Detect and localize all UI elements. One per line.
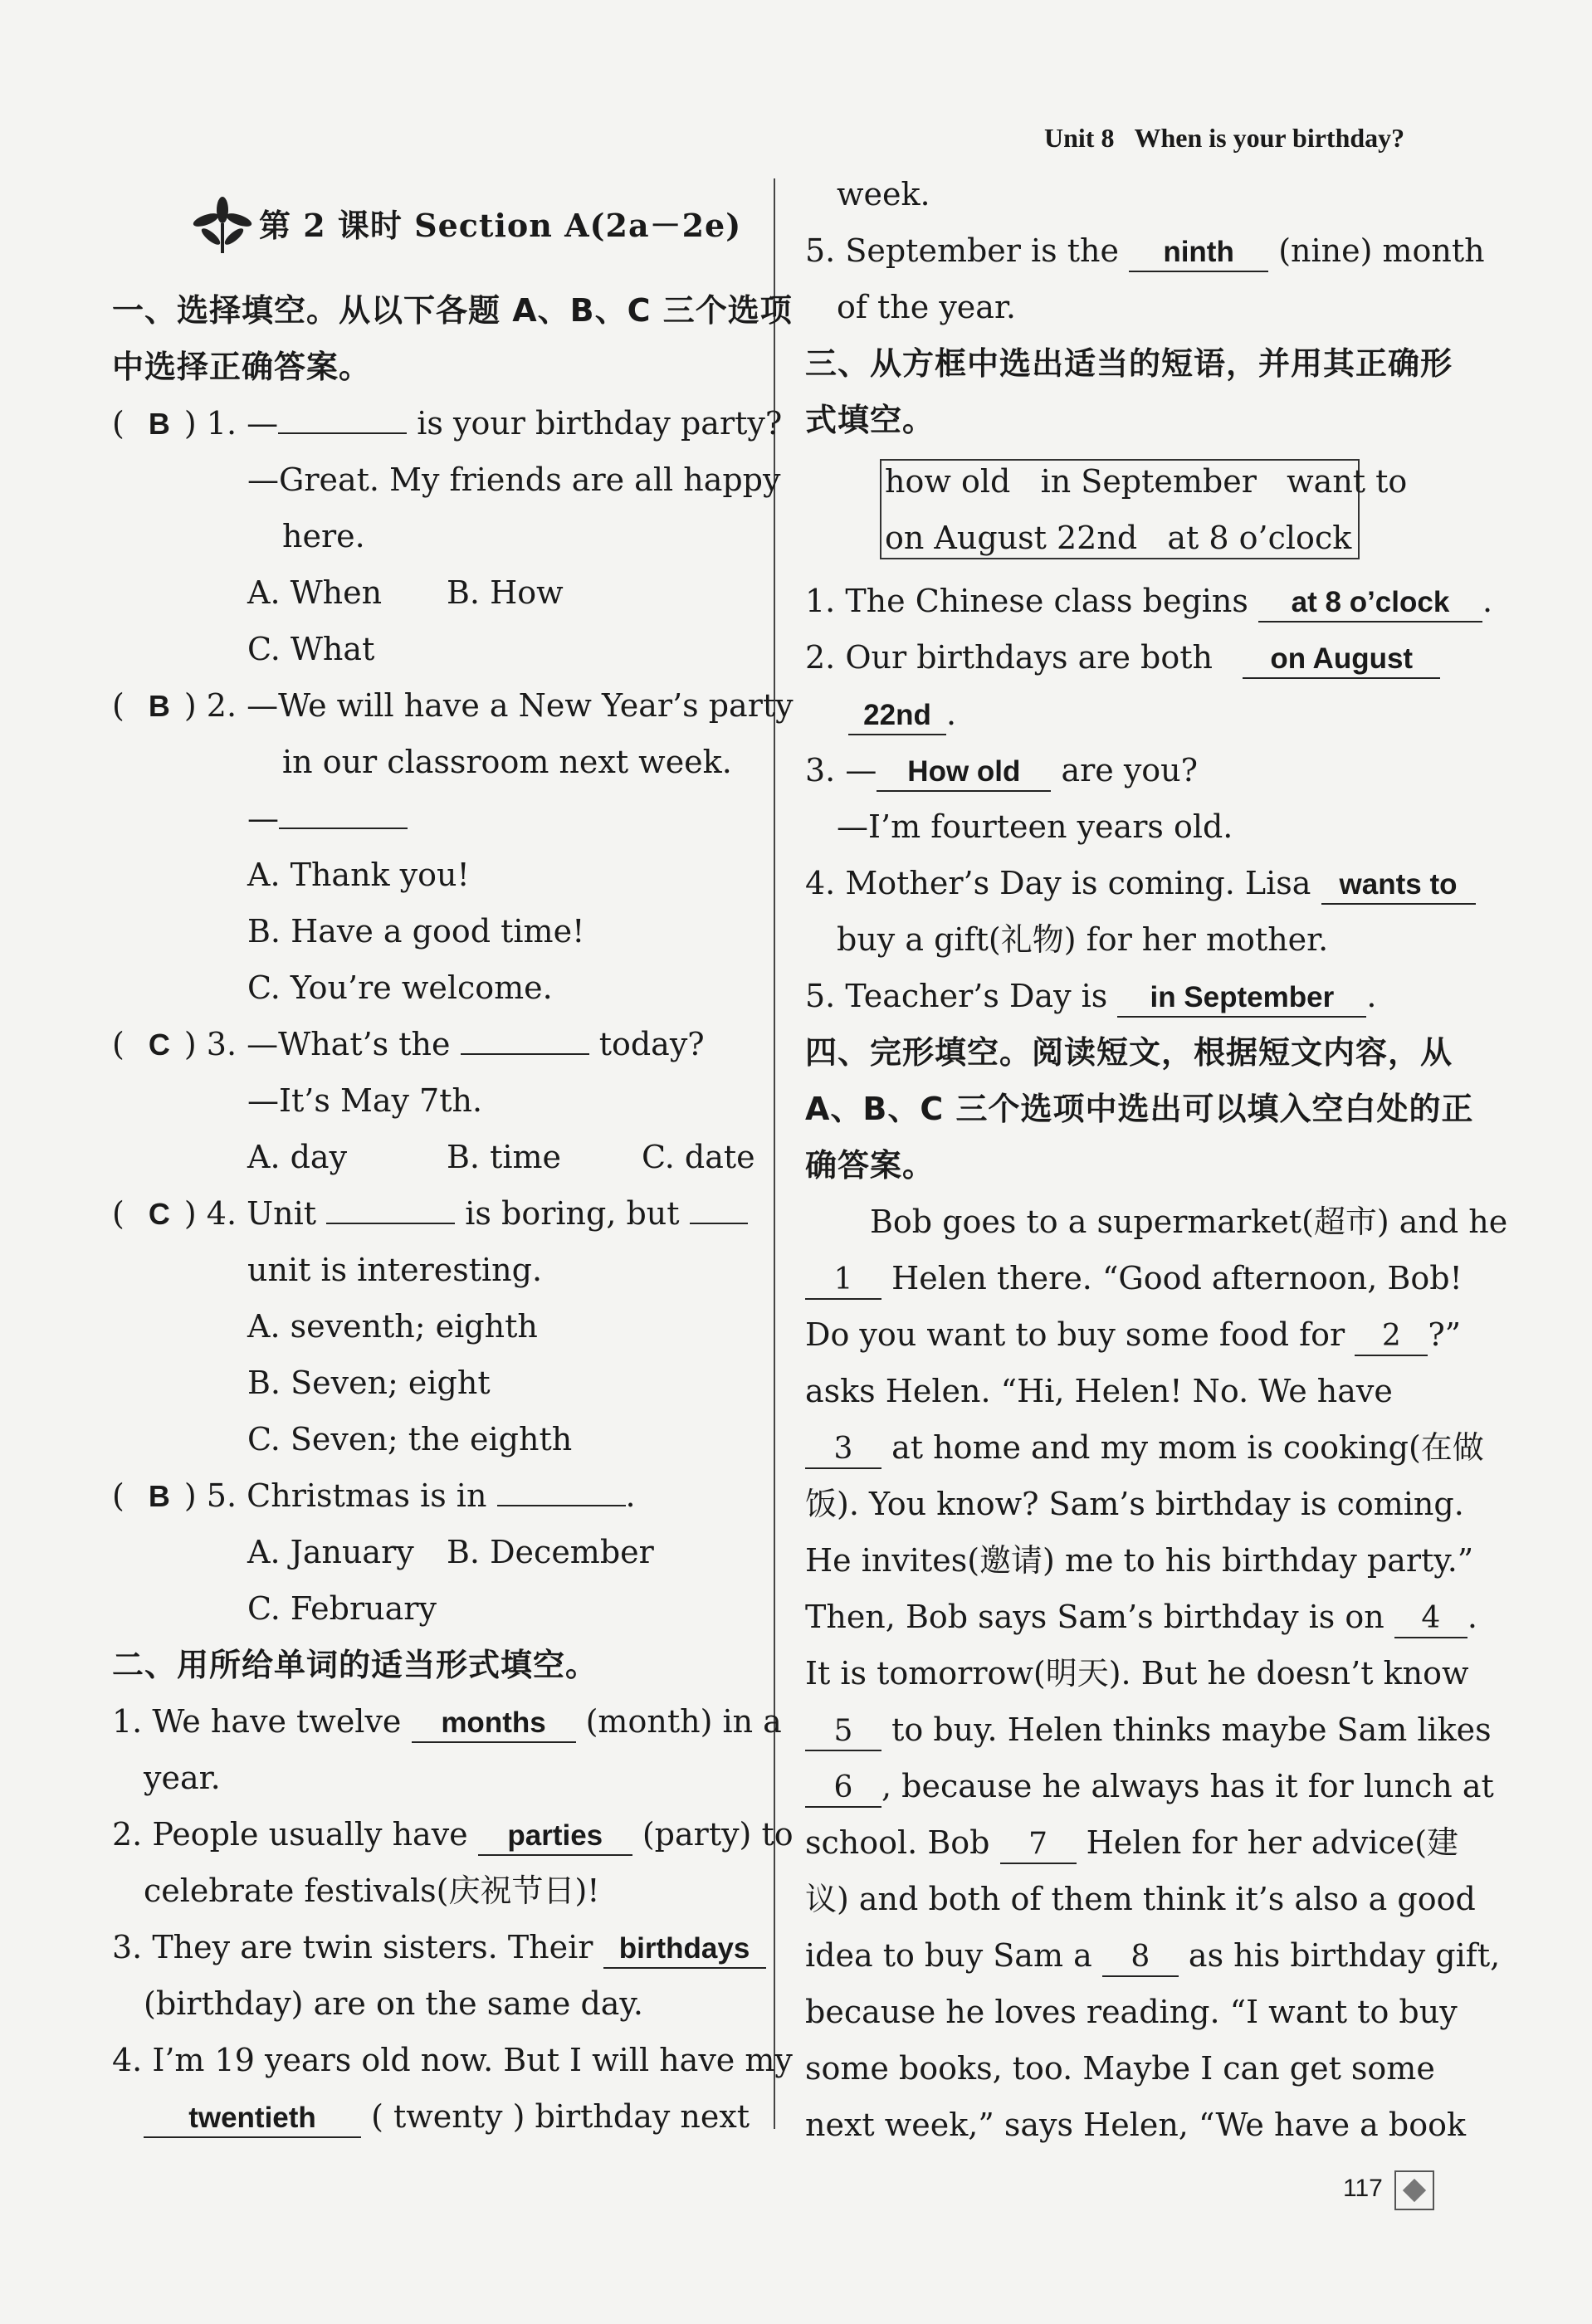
cloze-blank-5: 5 bbox=[805, 1713, 881, 1751]
passage-line-17: next week,” says Helen, “We have a book bbox=[805, 2107, 1466, 2143]
answer-parties: parties bbox=[478, 1818, 632, 1856]
q2-option-a: A. Thank you! bbox=[247, 857, 470, 893]
passage-line-13: 议) and both of them think it’s also a good bbox=[805, 1881, 1476, 1917]
answer-2: B bbox=[148, 689, 170, 723]
lesson-title: 第 2 课时 Section A(2a－2e) bbox=[259, 207, 742, 244]
q3-response: —It’s May 7th. bbox=[247, 1082, 483, 1119]
flower-icon bbox=[193, 195, 252, 255]
part3-item-2: 2. Our birthdays are both on August bbox=[805, 629, 1440, 686]
part2-item-5: 5. September is the ninth (nine) month bbox=[805, 222, 1485, 279]
q4-line-2: unit is interesting. bbox=[247, 1252, 543, 1288]
page-number: 117 bbox=[1343, 2175, 1383, 2202]
answer-at-8: at 8 o’clock bbox=[1258, 584, 1482, 622]
cloze-blank-6: 6 bbox=[805, 1770, 881, 1808]
answer-on-august: on August bbox=[1243, 641, 1440, 679]
question-4: ( C ) 4. Unit is boring, but bbox=[112, 1185, 748, 1243]
part2-item-4-line3: week. bbox=[837, 176, 930, 212]
passage-line-7: He invites(邀请) me to his birthday party.” bbox=[805, 1542, 1474, 1579]
word-box-row-1: how old in September want to bbox=[885, 463, 1408, 500]
cloze-blank-1: 1 bbox=[805, 1262, 881, 1300]
part3-heading: 三、从方框中选出适当的短语，并用其正确形 bbox=[805, 345, 1453, 382]
q5-option-b: B. December bbox=[447, 1534, 654, 1570]
part3-item-3: 3. — How old are you? bbox=[805, 742, 1198, 798]
q1-option-c: C. What bbox=[247, 631, 375, 667]
question-2: ( B ) 2. —We will have a New Year’s party bbox=[112, 677, 794, 735]
cloze-blank-2: 2 bbox=[1355, 1318, 1428, 1356]
question-1: ( B ) 1. — is your birthday party? bbox=[112, 395, 782, 452]
header-unit: Unit 8 bbox=[1044, 123, 1115, 153]
part3-item-4: 4. Mother’s Day is coming. Lisa wants to bbox=[805, 855, 1476, 911]
passage-line-15: because he loves reading. “I want to buy bbox=[805, 1994, 1458, 2030]
q2-line-3: — bbox=[247, 790, 408, 847]
part3-item-5: 5. Teacher’s Day is in September . bbox=[805, 968, 1376, 1024]
part4-heading: 四、完形填空。阅读短文，根据短文内容，从 bbox=[805, 1034, 1453, 1071]
q2-line-2: in our classroom next week. bbox=[282, 744, 732, 780]
running-header bbox=[1044, 123, 1404, 154]
part4-heading-2: A、B、C 三个选项中选出可以填入空白处的正 bbox=[805, 1091, 1474, 1127]
q1-response: —Great. My friends are all happy bbox=[247, 461, 781, 498]
answer-ninth: ninth bbox=[1129, 234, 1268, 272]
passage-line-3: Do you want to buy some food for 2 ?” bbox=[805, 1306, 1461, 1363]
blank bbox=[461, 1017, 589, 1055]
header-title: When is your birthday? bbox=[1134, 123, 1405, 153]
part2-item-2-line2: celebrate festivals(庆祝节日)! bbox=[144, 1872, 600, 1909]
answer-birthdays: birthdays bbox=[603, 1931, 766, 1969]
cloze-blank-8: 8 bbox=[1102, 1939, 1179, 1977]
part3-item-3-line2: —I’m fourteen years old. bbox=[837, 808, 1233, 845]
q5-option-a: A. January bbox=[247, 1534, 414, 1570]
part2-item-5-line2: of the year. bbox=[837, 289, 1017, 325]
q2-option-b: B. Have a good time! bbox=[247, 913, 585, 950]
answer-twentieth: twentieth bbox=[144, 2100, 361, 2138]
question-5: ( B ) 5. Christmas is in . bbox=[112, 1467, 636, 1525]
passage-line-6: 饭). You know? Sam’s birthday is coming. bbox=[805, 1486, 1464, 1522]
part2-item-1: 1. We have twelve months (month) in a bbox=[112, 1693, 782, 1750]
part3-item-1: 1. The Chinese class begins at 8 o’clock . bbox=[805, 573, 1492, 629]
q2-option-c: C. You’re welcome. bbox=[247, 969, 553, 1006]
answer-wants-to: wants to bbox=[1321, 867, 1476, 905]
blank bbox=[497, 1468, 626, 1506]
part1-heading-2: 中选择正确答案。 bbox=[112, 349, 372, 385]
part4-heading-3: 确答案。 bbox=[805, 1147, 935, 1184]
q1-option-b: B. How bbox=[447, 574, 564, 611]
blank bbox=[279, 791, 408, 829]
part2-item-4: 4. I’m 19 years old now. But I will have my bbox=[112, 2042, 793, 2078]
part2-heading: 二、用所给单词的适当形式填空。 bbox=[112, 1647, 598, 1683]
q1-response-2: here. bbox=[282, 518, 365, 554]
passage-line-12: school. Bob 7 Helen for her advice(建 bbox=[805, 1814, 1458, 1871]
passage-line-16: some books, too. Maybe I can get some bbox=[805, 2050, 1435, 2087]
word-box-row-2: on August 22nd at 8 o’clock bbox=[885, 520, 1352, 556]
passage-line-8: Then, Bob says Sam’s birthday is on 4 . bbox=[805, 1589, 1477, 1645]
answer-in-september: in September bbox=[1117, 979, 1366, 1018]
part2-item-4-line2: twentieth ( twenty ) birthday next bbox=[144, 2088, 750, 2145]
part1-heading: 一、选择填空。从以下各题 A、B、C 三个选项 bbox=[112, 292, 793, 329]
passage-line-10: 5 to buy. Helen thinks maybe Sam likes bbox=[805, 1702, 1492, 1758]
q4-option-b: B. Seven; eight bbox=[247, 1365, 491, 1401]
answer-4: C bbox=[148, 1197, 170, 1231]
passage-line-14: idea to buy Sam a 8 as his birthday gift, bbox=[805, 1927, 1500, 1984]
passage-line-11: 6 , because he always has it for lunch at bbox=[805, 1758, 1494, 1814]
part3-item-4-line2: buy a gift(礼物) for her mother. bbox=[837, 921, 1329, 958]
passage-line-2: 1 Helen there. “Good afternoon, Bob! bbox=[805, 1250, 1463, 1306]
passage-line-1: Bob goes to a supermarket(超市) and he bbox=[870, 1204, 1508, 1240]
q5-option-c: C. February bbox=[247, 1590, 437, 1627]
q3-option-b: B. time bbox=[447, 1139, 562, 1175]
answer-5: B bbox=[148, 1479, 170, 1513]
part3-heading-2: 式填空。 bbox=[805, 402, 935, 438]
answer-22nd: 22nd bbox=[848, 697, 946, 735]
passage-line-9: It is tomorrow(明天). But he doesn’t know bbox=[805, 1655, 1469, 1692]
part2-item-2: 2. People usually have parties (party) to bbox=[112, 1806, 794, 1863]
blank bbox=[326, 1186, 455, 1224]
answer-3: C bbox=[148, 1028, 170, 1062]
answer-how-old: How old bbox=[877, 754, 1051, 792]
blank bbox=[690, 1186, 748, 1224]
cloze-blank-7: 7 bbox=[1000, 1826, 1077, 1864]
passage-line-4: asks Helen. “Hi, Helen! No. We have bbox=[805, 1373, 1393, 1409]
passage-line-5: 3 at home and my mom is cooking(在做 bbox=[805, 1419, 1484, 1476]
cloze-blank-3: 3 bbox=[805, 1431, 881, 1469]
answer-months: months bbox=[412, 1705, 576, 1743]
diamond-icon bbox=[1394, 2170, 1434, 2210]
part2-item-1-line2: year. bbox=[144, 1760, 221, 1796]
q4-option-a: A. seventh; eighth bbox=[247, 1308, 538, 1345]
q4-option-c: C. Seven; the eighth bbox=[247, 1421, 573, 1457]
answer-1: B bbox=[148, 407, 170, 441]
q3-option-c: C. date bbox=[642, 1139, 755, 1175]
q1-option-a: A. When bbox=[247, 574, 383, 611]
question-3: ( C ) 3. —What’s the today? bbox=[112, 1016, 705, 1073]
part3-item-2-line2: 22nd . bbox=[848, 686, 956, 742]
part2-item-3-line2: (birthday) are on the same day. bbox=[144, 1985, 643, 2022]
q3-option-a: A. day bbox=[247, 1139, 348, 1175]
cloze-blank-4: 4 bbox=[1394, 1600, 1467, 1638]
blank bbox=[278, 396, 407, 434]
part2-item-3: 3. They are twin sisters. Their birthdays bbox=[112, 1919, 766, 1975]
